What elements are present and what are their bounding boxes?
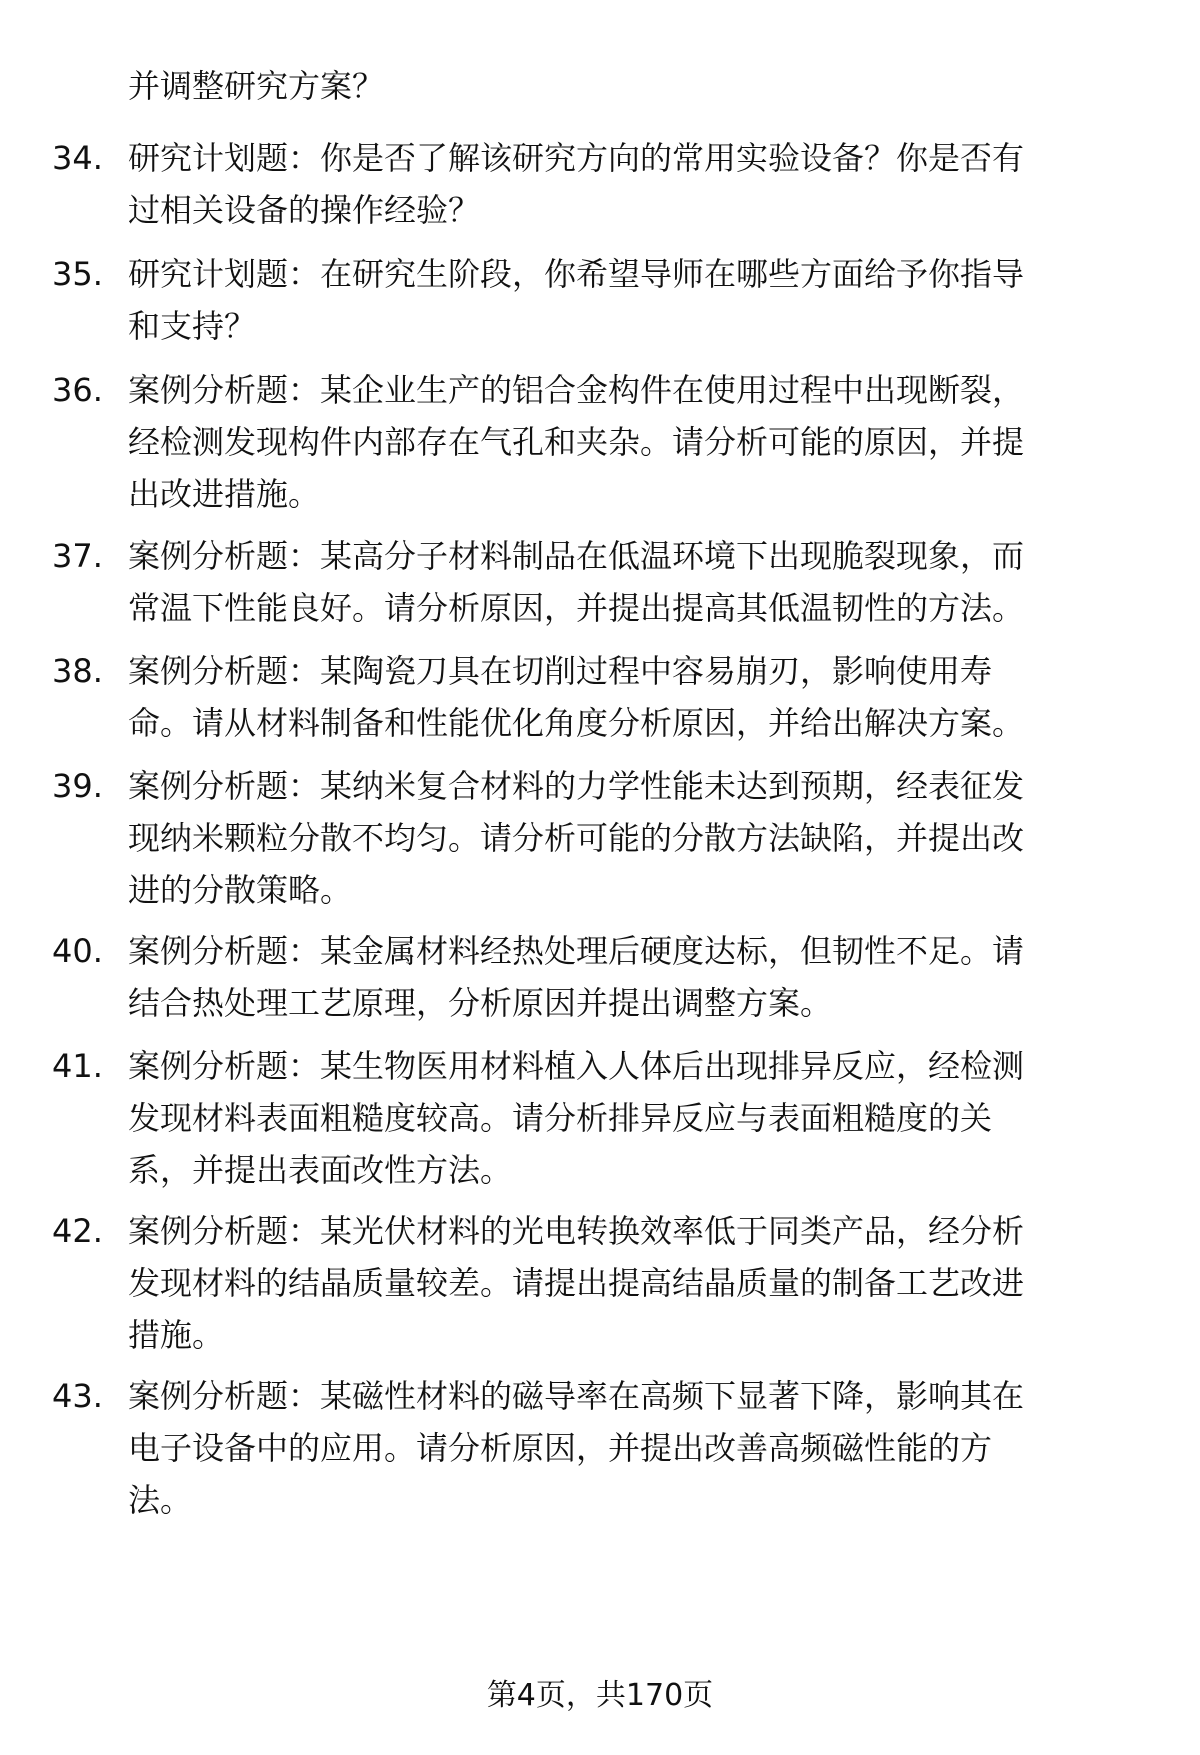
question-text: 案例分析题：某纳米复合材料的力学性能未达到预期，经表征发 现纳米颗粒分散不均匀。请分析可能的分散方法缺陷，并提出改 进的分散策略。 (128, 767, 1025, 909)
question-text: 案例分析题：某陶瓷刀具在切削过程中容易崩刃，影响使用寿 命。请从材料制备和性能优化角度分析原因，并给出解决方案。 (128, 652, 1025, 742)
question-number: 43. (52, 1377, 103, 1415)
page-footer: 第4页，共170页 (486, 1678, 714, 1713)
question-text: 研究计划题：你是否了解该研究方向的常用实验设备？你是否有 过相关设备的操作经验？ (128, 139, 1025, 229)
question-number: 34. (52, 139, 103, 177)
question-number: 35. (52, 255, 103, 293)
question-number: 37. (52, 537, 103, 575)
question-text: 案例分析题：某光伏材料的光电转换效率低于同类产品，经分析 发现材料的结晶质量较差。请提出提高结晶质量的制备工艺改进 措施。 (128, 1212, 1025, 1354)
question-number: 38. (52, 652, 103, 690)
question-text: 案例分析题：某生物医用材料植入人体后出现排异反应，经检测 发现材料表面粗糙度较高。请分析排异反应与表面粗糙度的关 系，并提出表面改性方法。 (128, 1047, 1025, 1189)
question-number: 42. (52, 1212, 103, 1250)
question-number: 40. (52, 932, 103, 970)
continuation-line: 并调整研究方案？ (128, 67, 385, 105)
question-text: 案例分析题：某磁性材料的磁导率在高频下显著下降，影响其在 电子设备中的应用。请分析原因，并提出改善高频磁性能的方 法。 (128, 1377, 1025, 1519)
question-text: 案例分析题：某金属材料经热处理后硬度达标，但韧性不足。请 结合热处理工艺原理，分析原因并提出调整方案。 (128, 932, 1025, 1022)
question-text: 案例分析题：某高分子材料制品在低温环境下出现脆裂现象，而 常温下性能良好。请分析原因，并提出提高其低温韧性的方法。 (128, 537, 1025, 627)
question-number: 39. (52, 767, 103, 805)
question-text: 案例分析题：某企业生产的铝合金构件在使用过程中出现断裂， 经检测发现构件内部存在气孔和夹杂。请分析可能的原因，并提 出改进措施。 (128, 371, 1025, 513)
question-text: 研究计划题：在研究生阶段，你希望导师在哪些方面给予你指导 和支持？ (128, 255, 1025, 345)
question-number: 41. (52, 1047, 103, 1085)
question-number: 36. (52, 371, 103, 409)
